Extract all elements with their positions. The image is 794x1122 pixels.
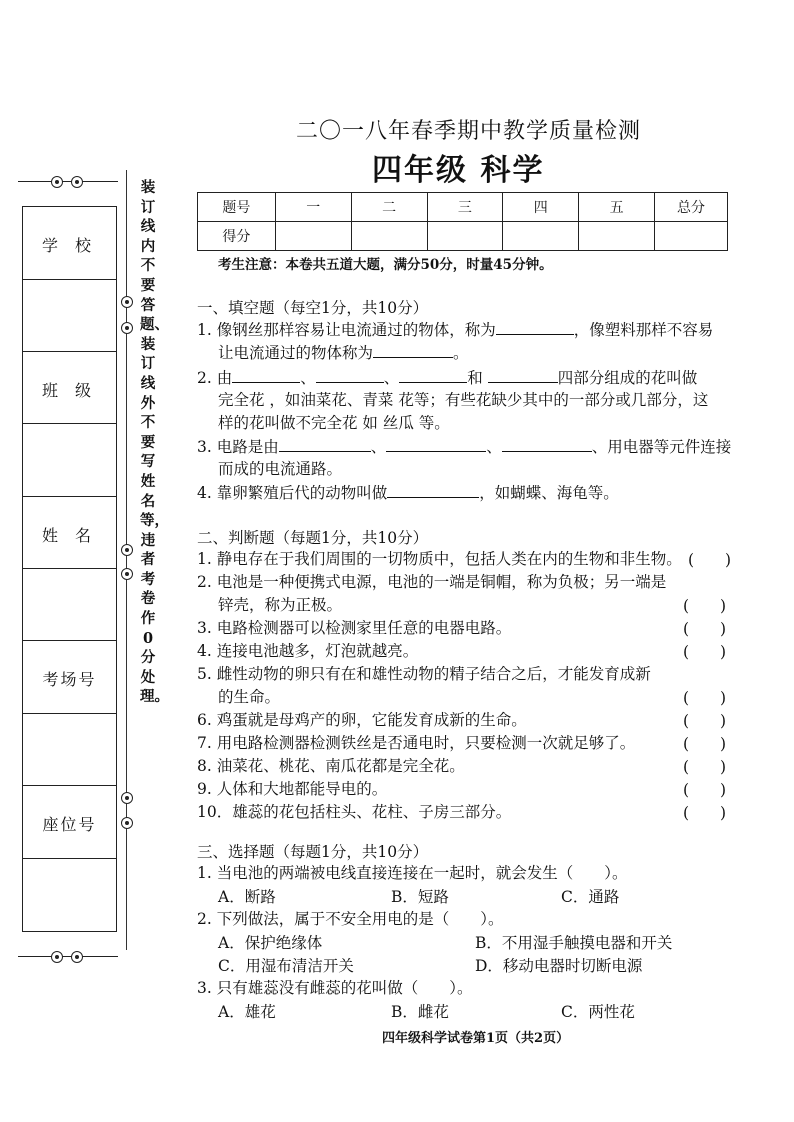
score-header-cell: 三 xyxy=(427,193,503,222)
name-cell xyxy=(23,497,116,569)
fill-question-1-line2: 让电流通过的物体称为 。 xyxy=(218,341,469,364)
choice-option[interactable]: A．断路 xyxy=(218,888,276,906)
exam-title: 二〇一八年春季期中教学质量检测 xyxy=(296,119,642,144)
answer-blank[interactable] xyxy=(316,366,384,383)
judge-question-10: 10．雄蕊的花包括柱头、花柱、子房三部分。 xyxy=(197,803,512,821)
score-header-cell: 四 xyxy=(503,193,579,222)
binding-hole-5 xyxy=(121,792,133,804)
fill-question-4: 4. 靠卵繁殖后代的动物叫做 ，如蝴蝶、海龟等。 xyxy=(197,481,619,504)
bottom-ornament xyxy=(18,951,118,963)
answer-blank[interactable] xyxy=(488,366,558,383)
choice-question-1: 1. 当电池的两端被电线直接连接在一起时，就会发生（ ）。 xyxy=(197,864,628,882)
seat-label: 座位号 xyxy=(42,815,97,834)
answer-blank[interactable] xyxy=(373,341,453,358)
answer-paren[interactable]: ( ) xyxy=(683,620,727,638)
binding-hole-6 xyxy=(121,817,133,829)
score-cell[interactable] xyxy=(503,222,579,251)
answer-paren[interactable]: ( ) xyxy=(683,643,727,661)
answer-paren[interactable]: ( ) xyxy=(683,758,727,776)
answer-paren[interactable]: ( ) xyxy=(683,781,727,799)
judge-question-8: 8. 油菜花、桃花、南瓜花都是完全花。 xyxy=(197,757,465,775)
class-cell xyxy=(23,352,116,424)
choice-question-2: 2. 下列做法，属于不安全用电的是（ ）。 xyxy=(197,910,504,928)
binding-line xyxy=(126,170,127,950)
class-label: 班 级 xyxy=(41,381,98,400)
seat-write-cell[interactable] xyxy=(23,859,116,931)
section3-title: 三、选择题（每题1分，共10分） xyxy=(197,843,429,861)
judge-question-2-line1: 2. 电池是一种便携式电源，电池的一端是铜帽，称为负极；另一端是 xyxy=(197,573,667,591)
page-footer: 四年级科学试卷第1页（共2页） xyxy=(382,1031,570,1046)
answer-paren[interactable]: ( ) xyxy=(683,712,727,730)
answer-blank[interactable] xyxy=(387,481,479,498)
binding-warning-text: 装订线内不要答题、装订线外不要写姓名等，违者考卷作0分处理。 xyxy=(140,179,169,706)
school-cell xyxy=(23,207,116,280)
choice-option[interactable]: B．短路 xyxy=(391,888,449,906)
judge-question-3: 3. 电路检测器可以检测家里任意的电器电路。 xyxy=(197,619,512,637)
score-header-cell: 一 xyxy=(275,193,351,222)
judge-question-5-line2: 的生命。 xyxy=(218,688,281,706)
section2-title: 二、判断题（每题1分，共10分） xyxy=(197,529,429,547)
section1-title: 一、填空题（每空1分，共10分） xyxy=(197,299,429,317)
binding-hole-1 xyxy=(121,296,133,308)
answer-blank[interactable] xyxy=(496,318,574,335)
judge-question-9: 9. 人体和大地都能导电的。 xyxy=(197,780,388,798)
binding-hole-3 xyxy=(121,544,133,556)
score-cell[interactable] xyxy=(579,222,655,251)
score-header-cell: 总分 xyxy=(655,193,728,222)
exam-room-write-cell[interactable] xyxy=(23,714,116,786)
binding-hole-2 xyxy=(121,322,133,334)
answer-paren[interactable]: ( ) xyxy=(683,597,727,615)
score-cell[interactable] xyxy=(351,222,427,251)
fill-question-2-line3: 样的花叫做不完全花 如 丝瓜 等。 xyxy=(218,414,450,432)
answer-paren[interactable]: ( ) xyxy=(688,551,732,569)
school-label: 学 校 xyxy=(41,236,98,255)
choice-question-3: 3. 只有雄蕊没有雌蕊的花叫做（ ）。 xyxy=(197,979,473,997)
judge-question-1: 1. 静电存在于我们周围的一切物质中，包括人类在内的生物和非生物。 xyxy=(197,550,682,568)
score-header-cell: 二 xyxy=(351,193,427,222)
answer-blank[interactable] xyxy=(386,435,486,452)
exam-notice: 考生注意：本卷共五道大题，满分50分，时量45分钟。 xyxy=(218,257,553,273)
choice-option[interactable]: C．两性花 xyxy=(561,1003,635,1021)
choice-option[interactable]: B．雌花 xyxy=(391,1003,449,1021)
binding-hole-4 xyxy=(121,568,133,580)
judge-question-6: 6. 鸡蛋就是母鸡产的卵，它能发育成新的生命。 xyxy=(197,711,527,729)
score-header-row xyxy=(198,193,728,222)
answer-paren[interactable]: ( ) xyxy=(683,804,727,822)
score-header-cell: 五 xyxy=(579,193,655,222)
choice-option[interactable]: B．不用湿手触摸电器和开关 xyxy=(475,934,673,952)
student-info-box xyxy=(22,206,117,932)
fill-question-3-line1: 3. 电路是由 、 、 、用电器等元件连接 xyxy=(197,435,731,458)
answer-blank[interactable] xyxy=(399,366,467,383)
judge-question-5-line1: 5. 雌性动物的卵只有在和雄性动物的精子结合之后，才能发育成新 xyxy=(197,665,651,683)
choice-option[interactable]: D．移动电器时切断电源 xyxy=(475,957,643,975)
choice-option[interactable]: A．雄花 xyxy=(218,1003,276,1021)
answer-blank[interactable] xyxy=(279,435,371,452)
answer-paren[interactable]: ( ) xyxy=(683,735,727,753)
school-write-cell[interactable] xyxy=(23,280,116,352)
choice-option[interactable]: C．用湿布清洁开关 xyxy=(218,957,354,975)
score-table xyxy=(197,192,728,251)
fill-question-2-line2: 完全花 ，如油菜花、青菜 花等；有些花缺少其中的一部分或几部分，这 xyxy=(218,391,709,409)
score-value-row xyxy=(198,222,728,251)
judge-question-4: 4. 连接电池越多，灯泡就越亮。 xyxy=(197,642,419,660)
exam-subject: 四年级 科学 xyxy=(372,153,545,188)
seat-cell xyxy=(23,786,116,859)
score-cell[interactable] xyxy=(427,222,503,251)
fill-question-3-line2: 而成的电流通路。 xyxy=(218,460,343,478)
answer-paren[interactable]: ( ) xyxy=(683,689,727,707)
judge-question-2-line2: 锌壳，称为正极。 xyxy=(218,596,343,614)
answer-blank[interactable] xyxy=(232,366,300,383)
choice-option[interactable]: A．保护绝缘体 xyxy=(218,934,323,952)
fill-question-1-line1: 1. 像钢丝那样容易让电流通过的物体，称为 ，像塑料那样不容易 xyxy=(197,318,713,341)
fill-question-2-line1: 2. 由 、 、 和 四部分组成的花叫做 xyxy=(197,366,697,389)
score-row-label: 得分 xyxy=(198,222,276,251)
score-header-cell: 题号 xyxy=(198,193,276,222)
answer-blank[interactable] xyxy=(502,435,592,452)
name-label: 姓 名 xyxy=(41,526,98,545)
score-cell[interactable] xyxy=(275,222,351,251)
choice-option[interactable]: C．通路 xyxy=(561,888,620,906)
exam-room-cell xyxy=(23,641,116,714)
exam-room-label: 考场号 xyxy=(42,670,97,689)
judge-question-7: 7. 用电路检测器检测铁丝是否通电时，只要检测一次就足够了。 xyxy=(197,734,636,752)
top-ornament xyxy=(18,176,118,188)
class-write-cell[interactable] xyxy=(23,424,116,497)
score-cell[interactable] xyxy=(655,222,728,251)
name-write-cell[interactable] xyxy=(23,569,116,641)
